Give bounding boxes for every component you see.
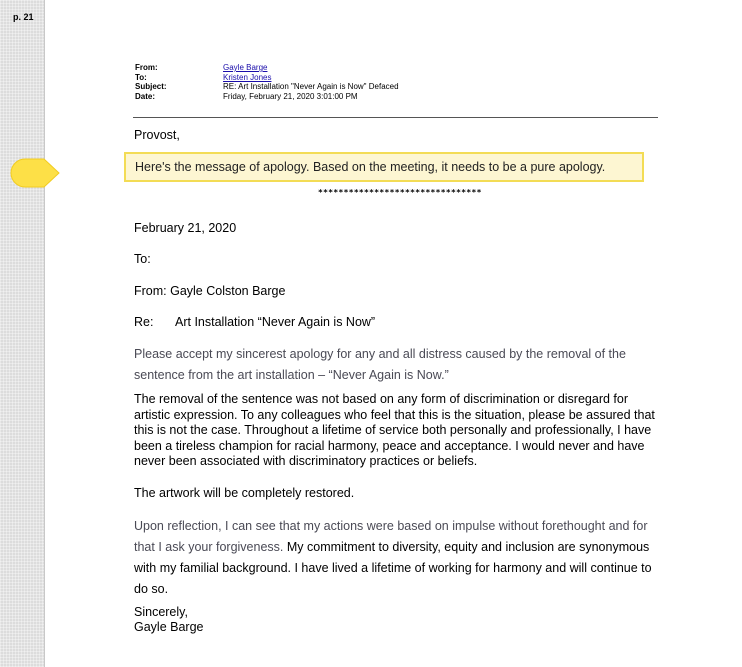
restored-line: The artwork will be completely restored. — [134, 486, 355, 500]
subject-value: RE: Art Installation "Never Again is Now" Defaced — [223, 82, 399, 91]
annotation-marker-icon[interactable] — [10, 158, 60, 188]
header-divider — [133, 117, 658, 118]
date-label: Date: — [135, 91, 156, 101]
greeting: Provost, — [134, 128, 180, 142]
email-subject-row — [135, 82, 399, 92]
letter-re-line — [134, 315, 375, 329]
to-label: To: — [135, 72, 147, 82]
page-gutter — [0, 0, 45, 667]
sign-off: Sincerely, — [134, 605, 188, 619]
letter-to-line: To: — [134, 252, 151, 266]
email-from-row — [135, 63, 399, 73]
re-value: Art Installation “Never Again is Now” — [175, 315, 376, 329]
reflection-part-2: My commitment to diversity, equity and inclusion are synonymous with my familial background. I have lived a lifetime of working for harmony and will continue to do so. — [134, 540, 652, 596]
email-header — [135, 63, 399, 101]
page-number-label: p. 21 — [13, 12, 34, 22]
from-link[interactable]: Gayle Barge — [223, 63, 268, 72]
signature-name: Gayle Barge — [134, 620, 204, 634]
paragraph-explanation: The removal of the sentence was not based on any form of discrimination or disregard for artistic expression. To any colleagues who feel that this is the situation, please be assured that this is not the case. Throughout a lifetime of service both personally and professionally, I have been a tireless champion for racial harmony, peace and acceptance. I would never and have never been associated with discriminatory practices or beliefs. — [134, 392, 655, 468]
subject-label: Subject: — [135, 82, 167, 91]
letter-from-line: From: Gayle Colston Barge — [134, 284, 286, 298]
re-label: Re: — [134, 315, 154, 329]
email-date-row — [135, 92, 399, 102]
from-label: From: — [135, 63, 158, 72]
date-value: Friday, February 21, 2020 3:01:00 PM — [223, 91, 358, 101]
paragraph-apology: Please accept my sincerest apology for any and all distress caused by the removal of the sentence from the art installation – “Never Again is Now.” — [134, 347, 626, 382]
separator-line: ******************************** — [318, 188, 482, 197]
email-to-row — [135, 73, 399, 83]
closing-block — [134, 605, 203, 635]
highlighted-note[interactable]: Here's the message of apology. Based on the meeting, it needs to be a pure apology. — [124, 152, 644, 182]
paragraph-reflection — [134, 516, 664, 600]
reflection-part-1: Upon reflection, I can see that my actions were based on impulse without forethought and for that I ask your forgiveness. — [134, 519, 648, 554]
letter-date: February 21, 2020 — [134, 221, 237, 235]
to-link[interactable]: Kristen Jones — [223, 72, 272, 82]
